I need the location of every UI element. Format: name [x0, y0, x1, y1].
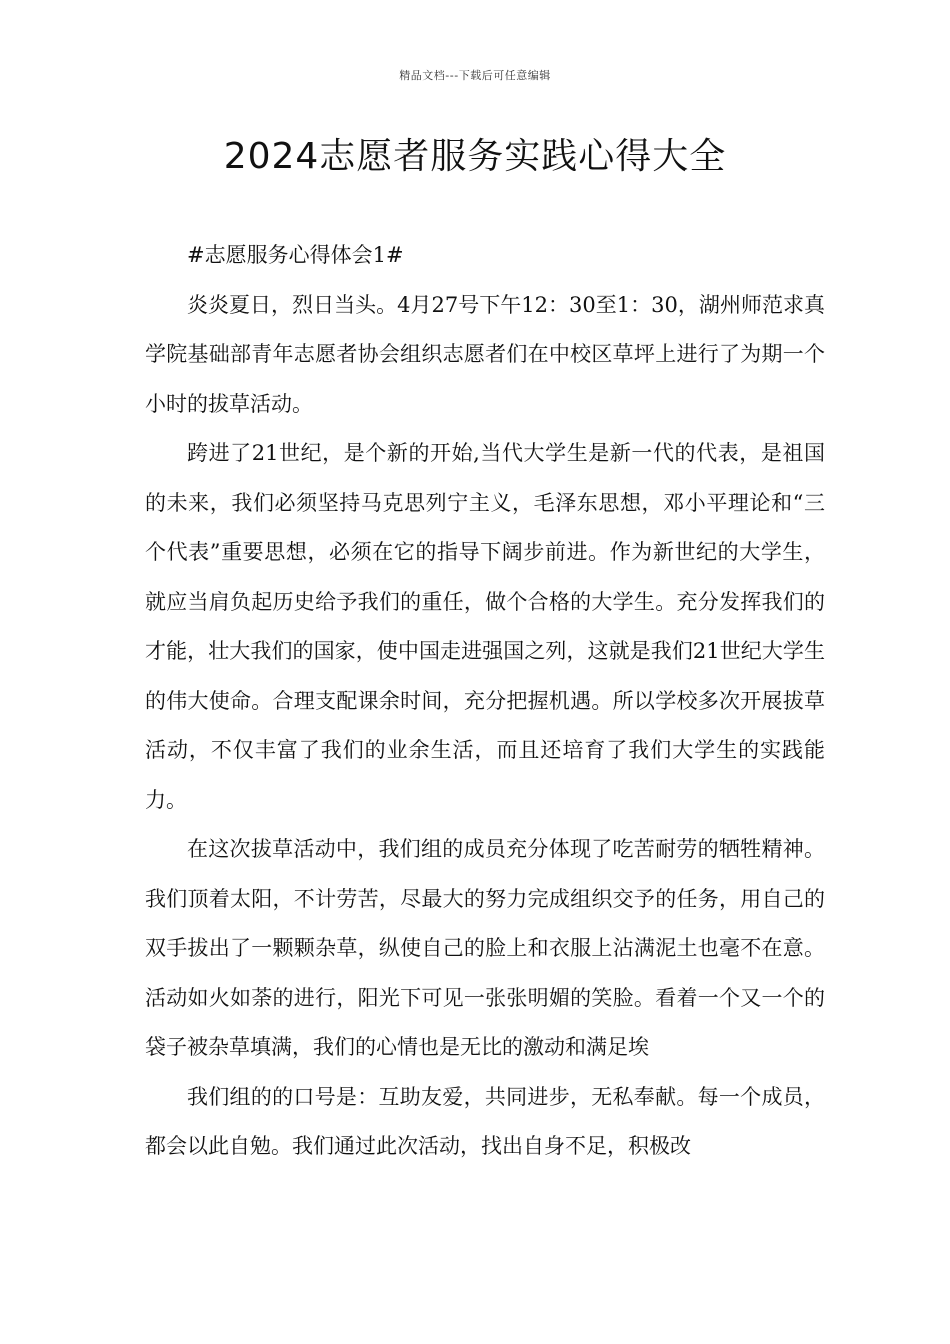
document-body — [145, 231, 825, 1172]
paragraph: 炎炎夏日，烈日当头。4月27号下午12：30至1：30，湖州师范求真学院基础部青年志愿者协会组织志愿者们在中校区草坪上进行了为期一个小时的拔草活动。 — [145, 292, 825, 416]
document-title: 2024志愿者服务实践心得大全 — [223, 136, 727, 177]
paragraph: 我们组的的口号是：互助友爱，共同进步，无私奉献。每一个成员，都会以此自勉。我们通过此次活动，找出自身不足，积极改 — [145, 1084, 825, 1158]
paragraph: 跨进了21世纪，是个新的开始,当代大学生是新一代的代表，是祖国的未来，我们必须坚持马克思列宁主义，毛泽东思想，邓小平理论和“三个代表”重要思想，必须在它的指导下阔步前进。作为新世纪的大学生，就应当肩负起历史给予我们的重任，做个合格的大学生。充分发挥我们的才能，壮大我们的国家，使中国走进强国之列，这就是我们21世纪大学生的伟大使命。合理支配课余时间，充分把握机遇。所以学校多次开展拔草活动，不仅丰富了我们的业余生活，而且还培育了我们大学生的实践能力。 — [145, 441, 825, 812]
paragraph: 在这次拔草活动中，我们组的成员充分体现了吃苦耐劳的牺牲精神。我们顶着太阳，不计劳苦，尽最大的努力完成组织交予的任务，用自己的双手拔出了一颗颗杂草，纵使自己的脸上和衣服上沾满泥土也毫不在意。活动如火如荼的进行，阳光下可见一张张明媚的笑脸。看着一个又一个的袋子被杂草填满，我们的心情也是无比的激动和满足埃 — [145, 837, 825, 1059]
section-heading: #志愿服务心得体会1# — [187, 243, 404, 267]
header-note: 精品文档---下载后可任意编辑 — [399, 69, 551, 82]
